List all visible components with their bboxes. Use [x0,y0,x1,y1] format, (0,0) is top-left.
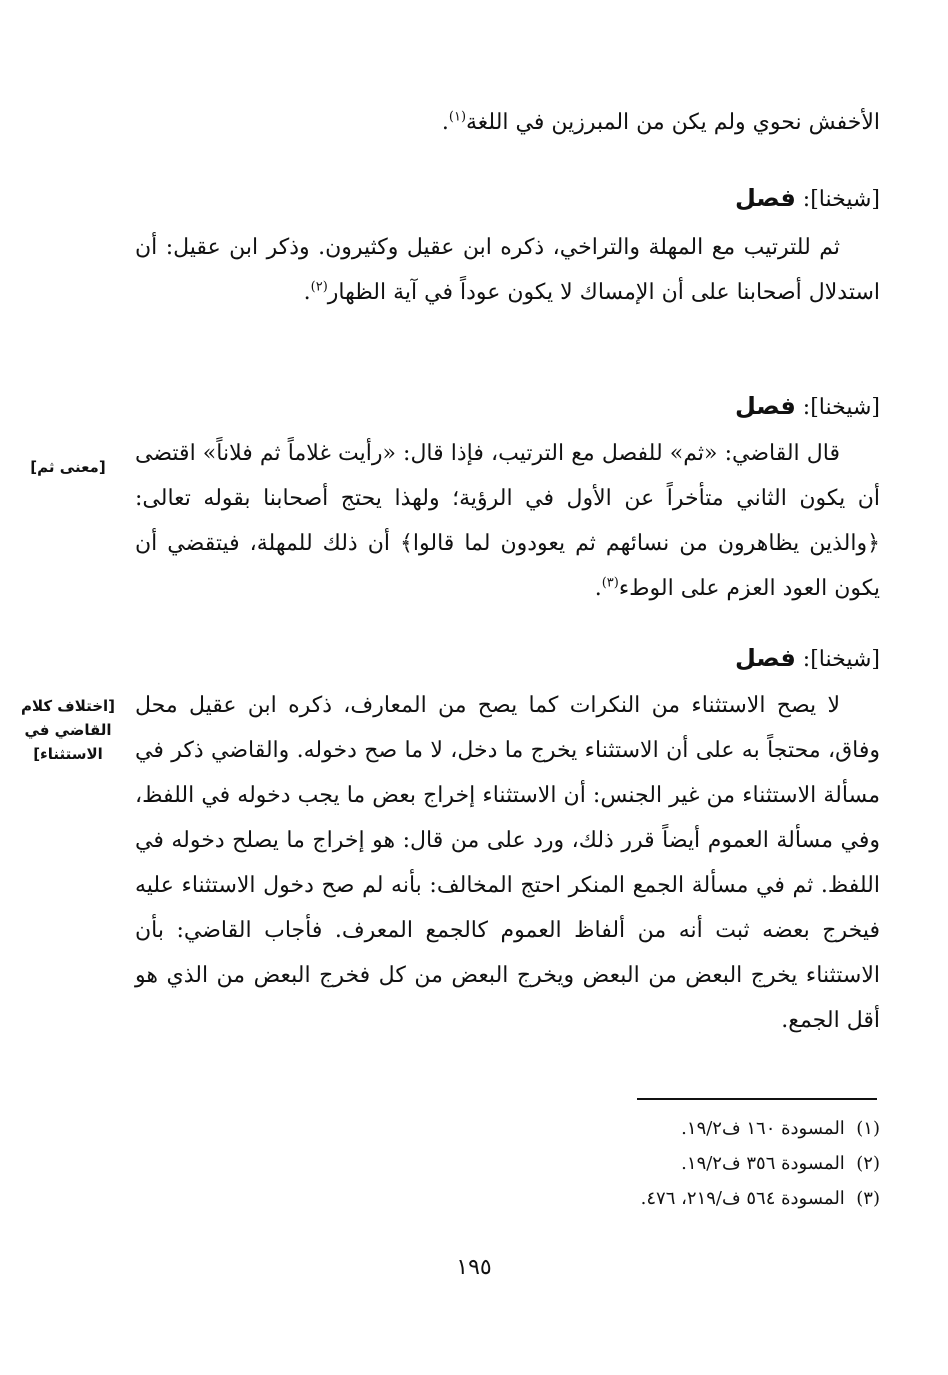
section-label: [شيخنا]: [802,395,880,420]
section-label: [شيخنا]: [802,647,880,672]
section-2-text: قال القاضي: «ثم» للفصل مع الترتيب، فإذا قال: «رأيت غلاماً ثم فلاناً» اقتضى أن يكون الثاني متأخراً عن الأول في الرؤية؛ ولهذا يحتج أصحابنا بقوله تعالى: ﴿والذين يظاهرون من نسائهم ثم يعودون لما قالوا﴾ أن ذلك للمهلة، فيتقضي أن يكون العود العزم على الوطء [135,441,880,601]
page-number: ١٩٥ [456,1255,492,1280]
margin-note-meaning-thumma: [معنى ثم] [30,458,106,476]
section-2-paragraph: قال القاضي: «ثم» للفصل مع الترتيب، فإذا قال: «رأيت غلاماً ثم فلاناً» اقتضى أن يكون الثاني متأخراً عن الأول في الرؤية؛ ولهذا يحتج أصحابنا بقوله تعالى: ﴿والذين يظاهرون من نسائهم ثم يعودون لما قالوا﴾ أن ذلك للمهلة، فيتقضي أن يكون العود العزم على الوطء$^{(٣)}$. [135,441,880,601]
footnotes [500,1111,880,1216]
intro-paragraph: الأخفش نحوي ولم يكن من المبرزين في اللغة$^{(١)}$. [441,109,880,135]
section-label: [شيخنا]: [802,187,880,212]
section-title: فصل [735,184,796,212]
section-heading-3 [135,636,880,682]
section-title: فصل [735,644,796,672]
section-1-text: ثم للترتيب مع المهلة والتراخي، ذكره ابن عقيل وكثيرون. وذكر ابن عقيل: أن استدلال أصحابنا على أن الإمساك لا يكون عوداً في آية الظهار [135,235,880,305]
margin-note-istithna: [اختلاف كلام القاضي في الاستثناء] [20,697,116,763]
section-3-text: لا يصح الاستثناء من النكرات كما يصح من المعارف، ذكره ابن عقيل محل وفاق، محتجاً به على أن الاستثناء يخرج ما دخل، لا ما صح دخوله. والقاضي ذكر في مسألة الاستثناء من غير الجنس: أن الاستثناء إخراج بعض ما يجب دخوله في اللفظ، وفي مسألة العموم أيضاً قرر ذلك، ورد على من قال: هو إخراج ما يصلح دخوله في اللفظ. ثم في مسألة الجمع المنكر احتج المخالف: بأنه لم صح دخول الاستثناء عليه فيخرج بعضه ثبت أنه من ألفاظ العموم كالجمع المعرف. فأجاب القاضي: بأن الاستثناء يخرج البعض من البعض ويخرج البعض من كل فخرج البعض من الذي هو أقل الجمع. [135,693,880,1033]
footnote-ref-3: (٣) [601,575,619,591]
footnote-ref-2: (٢) [310,279,328,295]
section-title: فصل [735,392,796,420]
footnote-item: (٣) المسودة ٥٦٤ ف/٢١٩، ٤٧٦. [640,1188,880,1209]
footnote-item: (١) المسودة ١٦٠ ف١٩/٢. [681,1118,880,1139]
section-heading-1 [135,176,880,222]
section-1-paragraph: ثم للترتيب مع المهلة والتراخي، ذكره ابن عقيل وكثيرون. وذكر ابن عقيل: أن استدلال أصحابنا على أن الإمساك لا يكون عوداً في آية الظهار$^{(٢)}$. [135,235,880,305]
section-3-paragraph [135,683,880,1043]
intro-text: الأخفش نحوي ولم يكن من المبرزين في اللغة [466,110,880,135]
footnote-ref-1: (١) [448,109,467,125]
footnote-divider [637,1098,877,1100]
section-heading-2 [135,384,880,430]
footnote-item: (٢) المسودة ٣٥٦ ف١٩/٢. [681,1153,880,1174]
